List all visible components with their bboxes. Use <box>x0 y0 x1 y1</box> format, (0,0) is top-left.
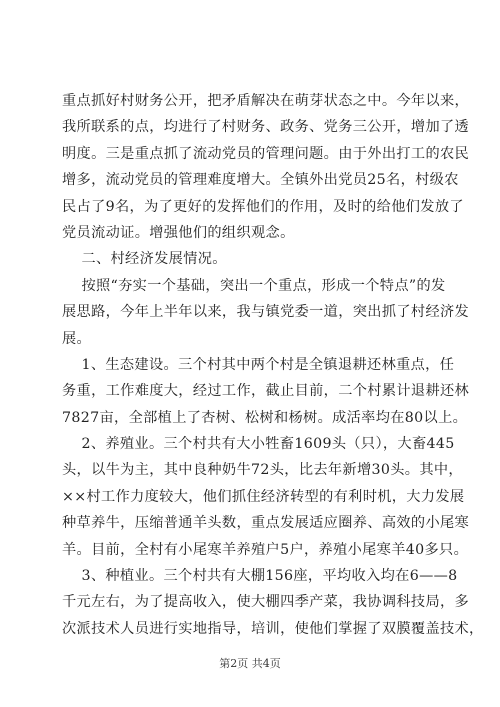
text-line: 次派技术人员进行实地指导，培训，使他们掌握了双膜覆盖技术， <box>62 620 484 637</box>
text-line: 展思路，今年上半年以来，我与镇党委一道，突出抓了村经济发 <box>62 304 470 321</box>
text-line: 务重，工作难度大，经过工作，截止目前，二个村累计退耕还林 <box>62 383 470 400</box>
page-number-footer: 第2页 共4页 <box>219 657 281 670</box>
text-line: 2、养殖业。三个村共有大小牲畜1609头（只），大畜445 <box>62 436 455 453</box>
text-line: 羊。目前，全村有小尾寒羊养殖户5户，养殖小尾寒羊40多只。 <box>62 541 469 558</box>
text-line: ××村工作力度较大，他们抓住经济转型的有利时机，大力发展 <box>62 488 465 505</box>
text-line: 党员流动证。增强他们的组织观念。 <box>62 224 295 241</box>
text-line: 明度。三是重点抓了流动党员的管理问题。由于外出打工的农民 <box>62 145 470 162</box>
text-line: 展。 <box>62 330 92 347</box>
text-line: 我所联系的点，均进行了村财务、政务、党务三公开，增加了透 <box>62 119 470 136</box>
text-line: 头，以牛为主，其中良种奶牛72头，比去年新增30头。其中， <box>62 462 463 479</box>
text-line: 1、生态建设。三个村其中两个村是全镇退耕还林重点，任 <box>62 356 455 373</box>
text-line: 3、种植业。三个村共有大棚156座，平均收入均在6——8 <box>62 568 458 585</box>
text-line: 7827亩，全部植上了杏树、松树和杨树。成活率均在80以上。 <box>62 409 468 426</box>
text-line: 种草养牛，压缩普通羊头数，重点发展适应圈养、高效的小尾寒 <box>62 515 470 532</box>
text-line: 民占了9名，为了更好的发挥他们的作用，及时的给他们发放了 <box>62 198 464 215</box>
text-line: 增多，流动党员的管理难度增大。全镇外出党员25名，村级农 <box>62 172 459 189</box>
text-line: 千元左右，为了提高收入，使大棚四季产菜，我协调科技局，多 <box>62 594 470 611</box>
section-heading: 二、村经济发展情况。 <box>62 251 227 268</box>
body-text <box>62 88 484 642</box>
text-line: 按照“夯实一个基础，突出一个重点，形成一个特点”的发 <box>62 277 446 294</box>
text-line: 重点抓好村财务公开，把矛盾解决在萌芽状态之中。今年以来， <box>62 93 470 109</box>
